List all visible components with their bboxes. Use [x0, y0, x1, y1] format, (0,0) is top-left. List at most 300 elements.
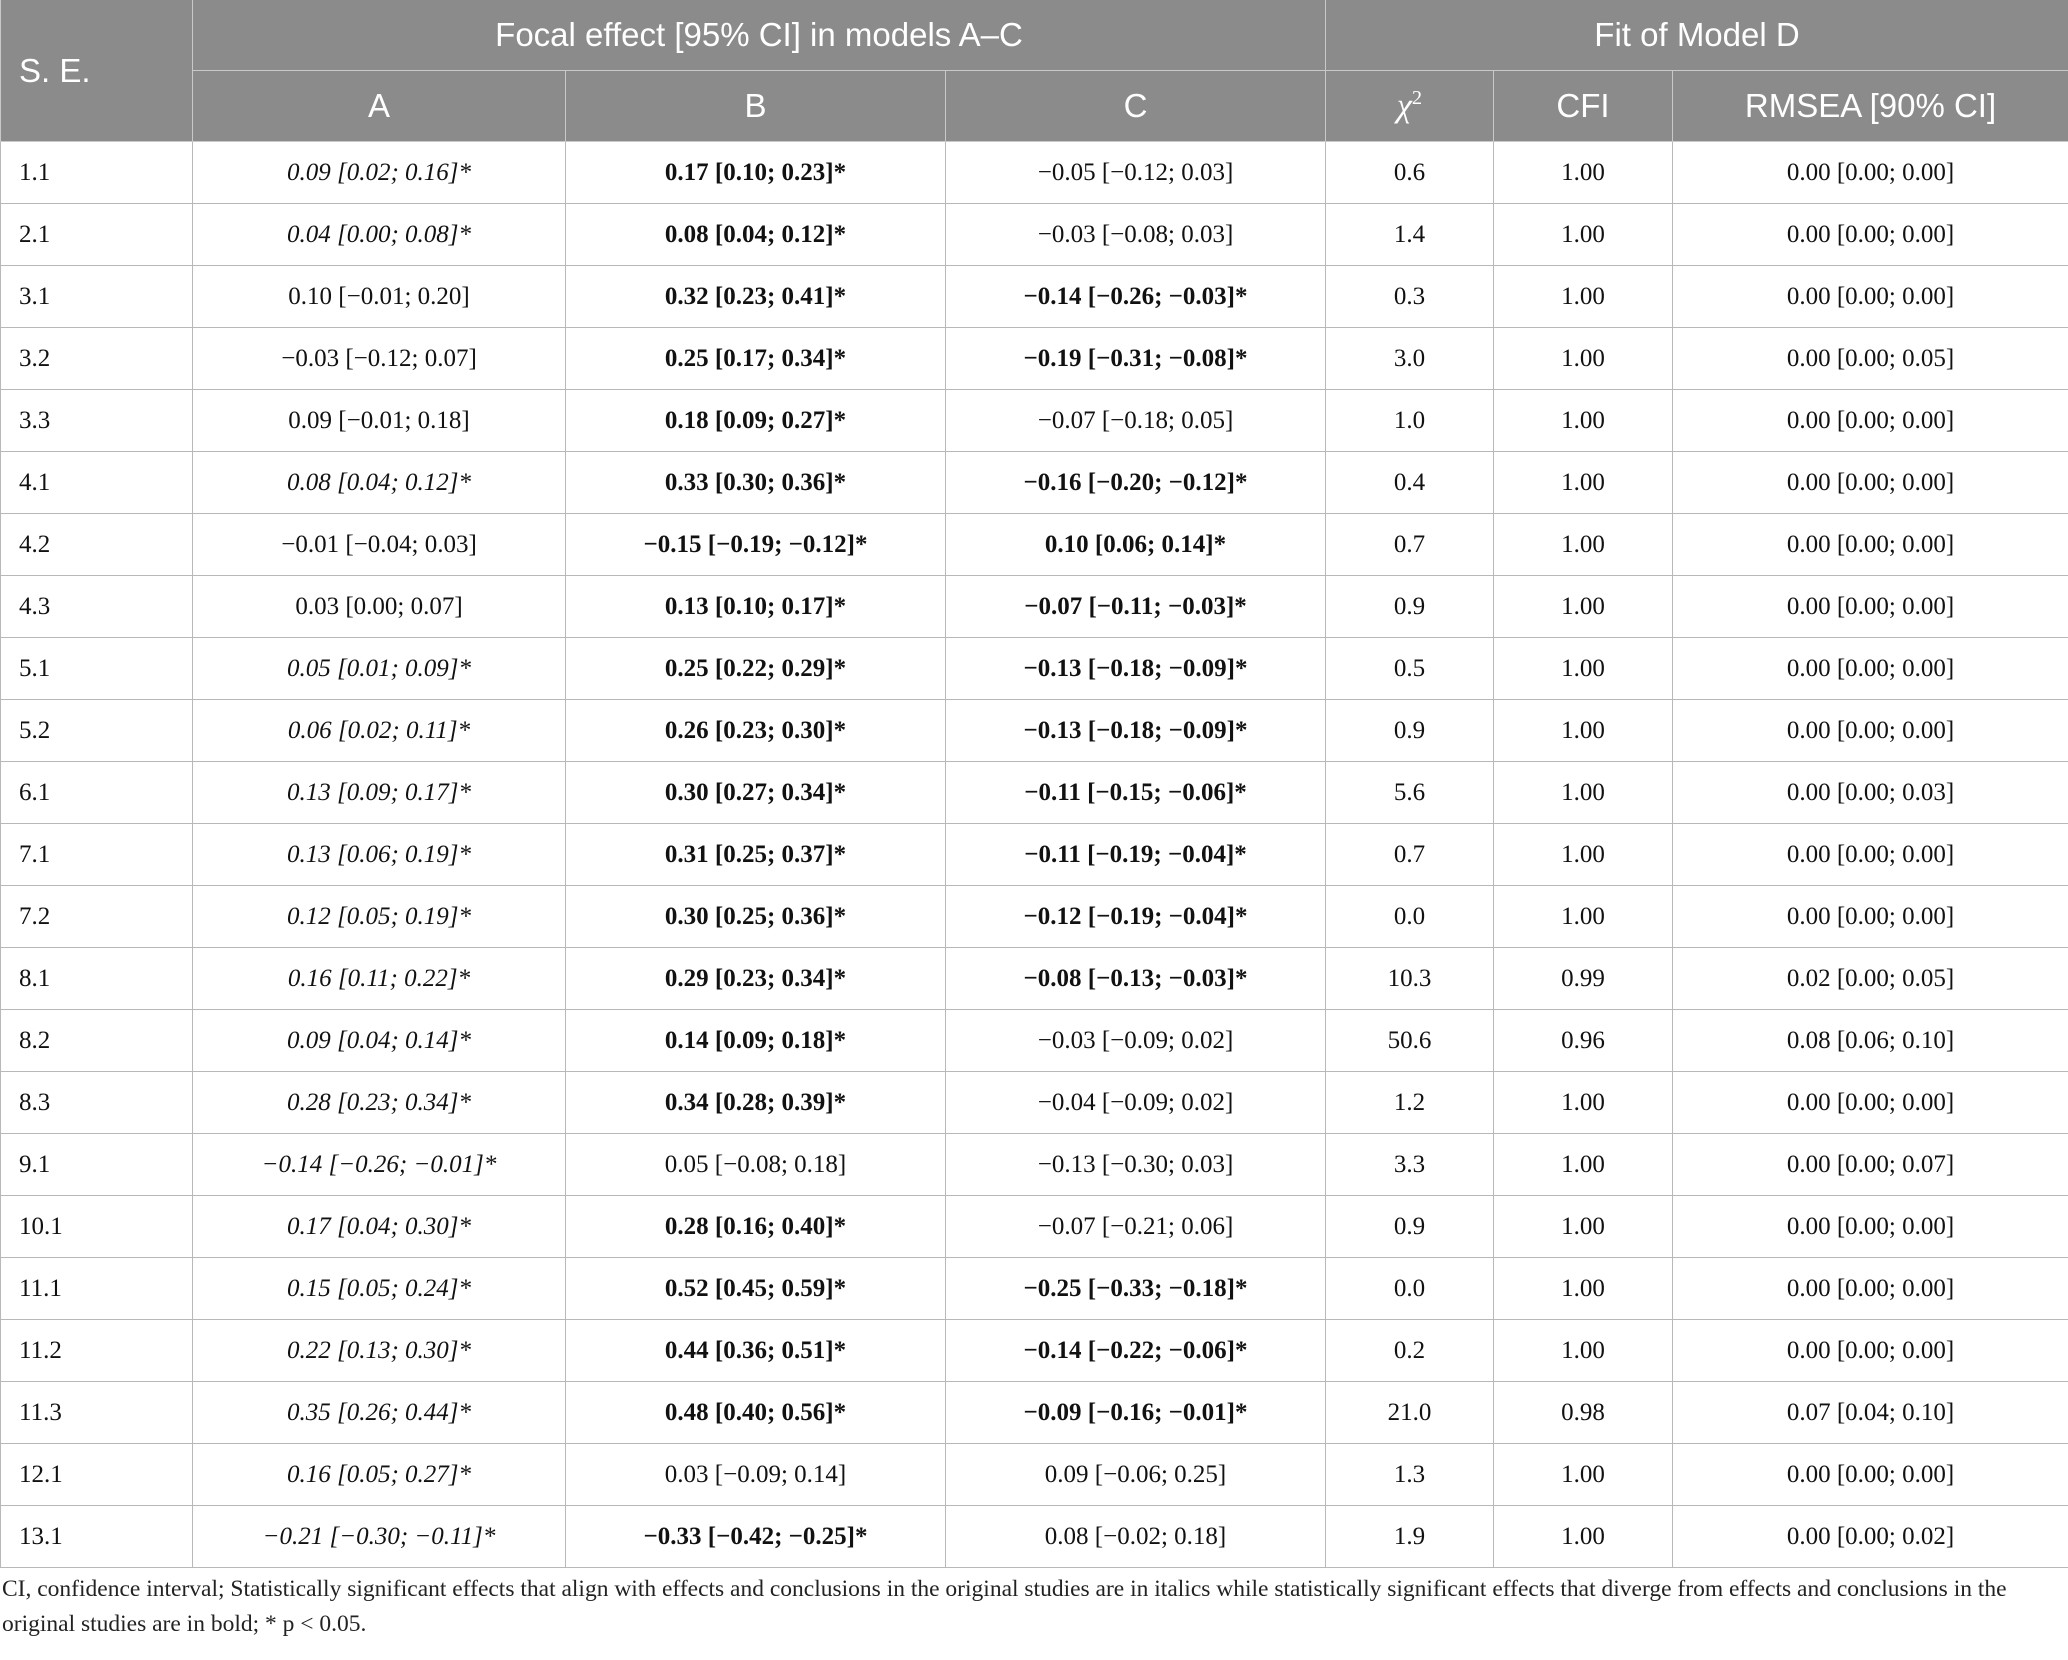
cell-model-b [566, 1444, 946, 1506]
cell-model-c-text: 0.08 [−0.02; 0.18] [1044, 1522, 1227, 1550]
cell-model-c-text: −0.11 [−0.19; −0.04]* [1024, 840, 1247, 868]
cell-cfi [1494, 328, 1673, 390]
cell-se [1, 390, 193, 452]
cell-cfi [1494, 948, 1673, 1010]
cell-chi-square-text: 0.6 [1393, 158, 1426, 186]
cell-chi-square [1326, 762, 1494, 824]
cell-model-c-text: −0.13 [−0.18; −0.09]* [1023, 654, 1248, 682]
cell-cfi [1494, 1072, 1673, 1134]
cell-se-text: 2.1 [19, 220, 51, 248]
cell-model-a [193, 266, 566, 328]
cell-chi-square [1326, 1258, 1494, 1320]
cell-model-a-text: 0.13 [0.06; 0.19]* [286, 840, 472, 868]
cell-se [1, 1010, 193, 1072]
cell-cfi-text: 1.00 [1561, 1212, 1605, 1240]
cell-chi-square [1326, 948, 1494, 1010]
cell-cfi-text: 0.96 [1561, 1026, 1605, 1054]
cell-model-a [193, 762, 566, 824]
cell-cfi-text: 1.00 [1561, 902, 1605, 930]
cell-chi-square [1326, 1506, 1494, 1568]
cell-rmsea-text: 0.00 [0.00; 0.00] [1786, 1460, 1955, 1488]
cell-model-a [193, 328, 566, 390]
table-row [1, 886, 2068, 948]
cell-se [1, 886, 193, 948]
cell-rmsea [1673, 1258, 2068, 1320]
cell-model-c-text: −0.09 [−0.16; −0.01]* [1023, 1398, 1248, 1426]
cell-model-b [566, 1320, 946, 1382]
cell-model-c [946, 1444, 1326, 1506]
cell-chi-square-text: 3.3 [1393, 1150, 1426, 1178]
cell-model-b [566, 1010, 946, 1072]
cell-cfi-text: 1.00 [1561, 716, 1605, 744]
cell-se-text: 5.1 [19, 654, 51, 682]
cell-model-b [566, 576, 946, 638]
cell-se [1, 948, 193, 1010]
cell-model-b-text: 0.34 [0.28; 0.39]* [664, 1088, 847, 1116]
cell-model-a [193, 452, 566, 514]
cell-chi-square [1326, 328, 1494, 390]
cell-se [1, 1506, 193, 1568]
cell-chi-square-text: 0.9 [1393, 1212, 1426, 1240]
cell-rmsea [1673, 824, 2068, 886]
cell-cfi-text: 1.00 [1561, 840, 1605, 868]
cell-model-a [193, 1320, 566, 1382]
cell-model-b [566, 1382, 946, 1444]
cell-se-text: 13.1 [19, 1522, 63, 1550]
cell-chi-square-text: 0.9 [1393, 716, 1426, 744]
cell-rmsea [1673, 1506, 2068, 1568]
cell-se [1, 1134, 193, 1196]
cell-rmsea [1673, 514, 2068, 576]
cell-rmsea [1673, 886, 2068, 948]
cell-model-b [566, 886, 946, 948]
cell-model-a-text: 0.09 [0.02; 0.16]* [286, 158, 472, 186]
cell-cfi-text: 1.00 [1561, 1522, 1605, 1550]
cell-model-c [946, 1196, 1326, 1258]
cell-chi-square [1326, 700, 1494, 762]
table-footnote: CI, confidence interval; Statistically significant effects that align with effects and conclusions in the original studies are in italics while statistically significant effects that diverge from effects and conclusions in the original studies are in bold; * p < 0.05. [2, 1576, 2007, 1637]
table-row [1, 1010, 2068, 1072]
cell-model-a-text: 0.16 [0.11; 0.22]* [287, 964, 471, 992]
cell-model-c [946, 1072, 1326, 1134]
cell-model-c-text: −0.07 [−0.18; 0.05] [1037, 406, 1234, 434]
cell-model-b-text: 0.30 [0.27; 0.34]* [664, 778, 847, 806]
cell-chi-square-text: 10.3 [1387, 964, 1432, 992]
cell-se-text: 7.1 [19, 840, 51, 868]
cell-cfi [1494, 700, 1673, 762]
cell-se [1, 1320, 193, 1382]
cell-cfi-text: 1.00 [1561, 1150, 1605, 1178]
cell-chi-square [1326, 1320, 1494, 1382]
cell-se-text: 6.1 [19, 778, 51, 806]
cell-model-a-text: −0.21 [−0.30; −0.11]* [262, 1522, 496, 1550]
cell-model-c [946, 824, 1326, 886]
cell-rmsea [1673, 1196, 2068, 1258]
cell-se-text: 11.3 [19, 1398, 62, 1426]
cell-rmsea [1673, 948, 2068, 1010]
cell-model-a-text: 0.03 [0.00; 0.07] [295, 592, 463, 620]
cell-rmsea [1673, 1320, 2068, 1382]
cell-chi-square-text: 0.7 [1393, 840, 1426, 868]
cell-model-b [566, 452, 946, 514]
cell-chi-square-text: 50.6 [1387, 1026, 1432, 1054]
cell-model-c-text: −0.03 [−0.09; 0.02] [1037, 1026, 1234, 1054]
cell-rmsea [1673, 762, 2068, 824]
cell-se-text: 8.3 [19, 1088, 51, 1116]
cell-chi-square-text: 0.0 [1393, 1274, 1426, 1302]
chi-superscript: 2 [1411, 86, 1423, 109]
cell-model-c-text: −0.13 [−0.18; −0.09]* [1023, 716, 1248, 744]
cell-model-b-text: 0.25 [0.22; 0.29]* [664, 654, 847, 682]
cell-model-c [946, 1320, 1326, 1382]
cell-chi-square-text: 0.3 [1393, 282, 1426, 310]
cell-model-c [946, 638, 1326, 700]
cell-model-a [193, 1506, 566, 1568]
table-row [1, 328, 2068, 390]
cell-model-b-text: 0.13 [0.10; 0.17]* [664, 592, 847, 620]
cell-model-c-text: −0.12 [−0.19; −0.04]* [1023, 902, 1248, 930]
cell-model-c [946, 948, 1326, 1010]
cell-model-b [566, 204, 946, 266]
cell-rmsea-text: 0.00 [0.00; 0.00] [1786, 654, 1955, 682]
cell-se [1, 700, 193, 762]
cell-se-text: 10.1 [19, 1212, 63, 1240]
cell-cfi [1494, 1444, 1673, 1506]
table-row [1, 1258, 2068, 1320]
cell-model-b-text: 0.26 [0.23; 0.30]* [664, 716, 847, 744]
cell-model-a [193, 1072, 566, 1134]
cell-cfi-text: 1.00 [1561, 1336, 1605, 1364]
cell-cfi-text: 1.00 [1561, 468, 1605, 496]
cell-model-a-text: 0.10 [−0.01; 0.20] [288, 282, 470, 310]
cell-model-a-text: 0.35 [0.26; 0.44]* [286, 1398, 472, 1426]
cell-model-b-text: −0.15 [−0.19; −0.12]* [643, 530, 868, 558]
cell-model-c-text: −0.11 [−0.15; −0.06]* [1024, 778, 1247, 806]
cell-chi-square-text: 0.7 [1393, 530, 1426, 558]
cell-cfi [1494, 204, 1673, 266]
cell-cfi [1494, 1134, 1673, 1196]
cell-cfi [1494, 1320, 1673, 1382]
cell-model-c [946, 576, 1326, 638]
cell-se-text: 8.1 [19, 964, 51, 992]
cell-model-c-text: −0.05 [−0.12; 0.03] [1037, 158, 1234, 186]
cell-rmsea-text: 0.00 [0.00; 0.07] [1786, 1150, 1955, 1178]
cell-model-b-text: 0.28 [0.16; 0.40]* [664, 1212, 847, 1240]
cell-cfi [1494, 514, 1673, 576]
cell-model-a [193, 204, 566, 266]
table-row [1, 452, 2068, 514]
cell-chi-square [1326, 452, 1494, 514]
cell-model-b-text: 0.03 [−0.09; 0.14] [664, 1460, 847, 1488]
cell-cfi-text: 1.00 [1561, 1460, 1605, 1488]
cell-se-text: 12.1 [19, 1460, 63, 1488]
cell-model-c [946, 762, 1326, 824]
cell-cfi-text: 1.00 [1561, 158, 1605, 186]
cell-model-a-text: 0.12 [0.05; 0.19]* [286, 902, 472, 930]
cell-model-a-text: −0.03 [−0.12; 0.07] [281, 344, 477, 372]
cell-se-text: 3.1 [19, 282, 51, 310]
cell-chi-square [1326, 1010, 1494, 1072]
table-row [1, 204, 2068, 266]
table-row [1, 266, 2068, 328]
table-row [1, 1134, 2068, 1196]
cell-model-b-text: 0.18 [0.09; 0.27]* [664, 406, 847, 434]
cell-rmsea-text: 0.07 [0.04; 0.10] [1786, 1398, 1955, 1426]
cell-model-c [946, 328, 1326, 390]
cell-se [1, 1072, 193, 1134]
cell-model-b [566, 1072, 946, 1134]
cell-model-a-text: 0.09 [−0.01; 0.18] [288, 406, 470, 434]
cell-model-b-text: 0.44 [0.36; 0.51]* [664, 1336, 847, 1364]
cell-model-c [946, 514, 1326, 576]
cell-model-a [193, 824, 566, 886]
cell-se [1, 1258, 193, 1320]
cell-model-a [193, 948, 566, 1010]
table-header [1, 0, 2068, 142]
cell-cfi-text: 1.00 [1561, 1088, 1605, 1116]
cell-chi-square [1326, 638, 1494, 700]
cell-model-a-text: 0.17 [0.04; 0.30]* [286, 1212, 472, 1240]
cell-cfi [1494, 1258, 1673, 1320]
cell-cfi [1494, 452, 1673, 514]
header-fit-group: Fit of Model D [1326, 0, 2068, 71]
cell-se [1, 328, 193, 390]
cell-model-a-text: −0.01 [−0.04; 0.03] [281, 530, 477, 558]
header-col-b: B [566, 71, 946, 142]
cell-cfi-text: 1.00 [1561, 530, 1605, 558]
cell-model-c [946, 452, 1326, 514]
cell-cfi [1494, 266, 1673, 328]
table-row [1, 700, 2068, 762]
cell-model-a [193, 1444, 566, 1506]
cell-model-a-text: 0.28 [0.23; 0.34]* [286, 1088, 472, 1116]
table-row [1, 514, 2068, 576]
cell-rmsea [1673, 390, 2068, 452]
cell-chi-square [1326, 204, 1494, 266]
cell-rmsea-text: 0.00 [0.00; 0.00] [1786, 716, 1955, 744]
cell-model-a-text: 0.05 [0.01; 0.09]* [286, 654, 472, 682]
cell-model-b-text: 0.52 [0.45; 0.59]* [664, 1274, 847, 1302]
cell-rmsea [1673, 1010, 2068, 1072]
cell-model-c [946, 266, 1326, 328]
cell-model-a-text: 0.15 [0.05; 0.24]* [286, 1274, 472, 1302]
cell-model-c-text: −0.25 [−0.33; −0.18]* [1023, 1274, 1248, 1302]
cell-chi-square-text: 1.4 [1393, 220, 1426, 248]
cell-model-b [566, 948, 946, 1010]
cell-se [1, 452, 193, 514]
cell-se-text: 7.2 [19, 902, 51, 930]
cell-model-a [193, 1134, 566, 1196]
header-se: S. E. [1, 0, 193, 142]
table-row [1, 1196, 2068, 1258]
cell-model-c [946, 204, 1326, 266]
cell-model-b-text: 0.05 [−0.08; 0.18] [664, 1150, 847, 1178]
cell-se-text: 11.1 [19, 1274, 62, 1302]
cell-model-c [946, 1506, 1326, 1568]
table-row [1, 390, 2068, 452]
cell-rmsea [1673, 204, 2068, 266]
cell-se-text: 11.2 [19, 1336, 62, 1364]
cell-rmsea-text: 0.08 [0.06; 0.10] [1786, 1026, 1955, 1054]
cell-chi-square [1326, 1444, 1494, 1506]
cell-cfi [1494, 1010, 1673, 1072]
cell-cfi [1494, 886, 1673, 948]
cell-model-a-text: 0.22 [0.13; 0.30]* [286, 1336, 472, 1364]
cell-model-c [946, 700, 1326, 762]
cell-chi-square-text: 0.2 [1393, 1336, 1426, 1364]
cell-model-c-text: −0.13 [−0.30; 0.03] [1037, 1150, 1234, 1178]
cell-rmsea-text: 0.00 [0.00; 0.00] [1786, 406, 1955, 434]
cell-se-text: 4.2 [19, 530, 51, 558]
cell-chi-square [1326, 576, 1494, 638]
cell-rmsea-text: 0.00 [0.00; 0.00] [1786, 530, 1955, 558]
cell-model-a [193, 1196, 566, 1258]
cell-model-c [946, 1134, 1326, 1196]
table-row [1, 638, 2068, 700]
chi-symbol: χ [1396, 87, 1412, 125]
cell-chi-square-text: 0.9 [1393, 592, 1426, 620]
cell-model-c-text: −0.14 [−0.26; −0.03]* [1023, 282, 1248, 310]
cell-model-c-text: −0.07 [−0.21; 0.06] [1037, 1212, 1234, 1240]
cell-rmsea-text: 0.02 [0.00; 0.05] [1786, 964, 1955, 992]
cell-model-a [193, 1258, 566, 1320]
cell-model-a [193, 638, 566, 700]
cell-cfi-text: 0.99 [1561, 964, 1605, 992]
table-row [1, 1072, 2068, 1134]
cell-cfi-text: 1.00 [1561, 1274, 1605, 1302]
cell-model-c [946, 142, 1326, 204]
cell-chi-square-text: 0.4 [1393, 468, 1426, 496]
cell-model-a-text: 0.09 [0.04; 0.14]* [286, 1026, 472, 1054]
cell-model-a [193, 576, 566, 638]
cell-model-c [946, 886, 1326, 948]
cell-rmsea [1673, 328, 2068, 390]
cell-model-c-text: −0.08 [−0.13; −0.03]* [1023, 964, 1248, 992]
cell-model-b [566, 700, 946, 762]
cell-cfi [1494, 638, 1673, 700]
cell-se [1, 576, 193, 638]
cell-model-c-text: −0.14 [−0.22; −0.06]* [1023, 1336, 1248, 1364]
cell-chi-square [1326, 886, 1494, 948]
cell-model-c-text: −0.04 [−0.09; 0.02] [1037, 1088, 1234, 1116]
cell-chi-square-text: 1.0 [1393, 406, 1426, 434]
cell-model-c-text: −0.16 [−0.20; −0.12]* [1023, 468, 1248, 496]
cell-model-c [946, 1258, 1326, 1320]
table-body [1, 142, 2068, 1568]
cell-chi-square [1326, 824, 1494, 886]
cell-rmsea-text: 0.00 [0.00; 0.00] [1786, 1274, 1955, 1302]
cell-cfi-text: 1.00 [1561, 344, 1605, 372]
cell-chi-square [1326, 1134, 1494, 1196]
cell-model-a-text: 0.16 [0.05; 0.27]* [286, 1460, 472, 1488]
cell-model-b [566, 1258, 946, 1320]
cell-chi-square-text: 0.0 [1393, 902, 1426, 930]
cell-rmsea-text: 0.00 [0.00; 0.00] [1786, 840, 1955, 868]
cell-model-a [193, 514, 566, 576]
table-row [1, 1444, 2068, 1506]
cell-rmsea-text: 0.00 [0.00; 0.00] [1786, 902, 1955, 930]
cell-se-text: 4.3 [19, 592, 51, 620]
cell-model-a-text: 0.04 [0.00; 0.08]* [286, 220, 472, 248]
cell-rmsea-text: 0.00 [0.00; 0.00] [1786, 1212, 1955, 1240]
cell-cfi-text: 0.98 [1561, 1398, 1605, 1426]
cell-rmsea-text: 0.00 [0.00; 0.03] [1786, 778, 1955, 806]
cell-chi-square-text: 3.0 [1393, 344, 1426, 372]
cell-model-b-text: 0.48 [0.40; 0.56]* [664, 1398, 847, 1426]
cell-model-b [566, 762, 946, 824]
cell-rmsea [1673, 1382, 2068, 1444]
cell-model-c-text: −0.19 [−0.31; −0.08]* [1023, 344, 1248, 372]
cell-se [1, 1444, 193, 1506]
cell-se-text: 9.1 [19, 1150, 51, 1178]
cell-rmsea [1673, 700, 2068, 762]
cell-rmsea [1673, 142, 2068, 204]
cell-rmsea-text: 0.00 [0.00; 0.02] [1786, 1522, 1955, 1550]
cell-model-a [193, 1010, 566, 1072]
cell-se-text: 4.1 [19, 468, 51, 496]
cell-model-b [566, 638, 946, 700]
cell-chi-square-text: 1.2 [1393, 1088, 1426, 1116]
cell-se-text: 5.2 [19, 716, 51, 744]
cell-model-b [566, 390, 946, 452]
cell-model-a-text: 0.06 [0.02; 0.11]* [287, 716, 471, 744]
table-row [1, 948, 2068, 1010]
cell-model-b-text: 0.08 [0.04; 0.12]* [664, 220, 847, 248]
table-row [1, 1382, 2068, 1444]
cell-chi-square-text: 0.5 [1393, 654, 1426, 682]
cell-model-b-text: 0.33 [0.30; 0.36]* [664, 468, 847, 496]
cell-rmsea [1673, 576, 2068, 638]
cell-chi-square [1326, 514, 1494, 576]
cell-rmsea-text: 0.00 [0.00; 0.00] [1786, 1088, 1955, 1116]
cell-se [1, 824, 193, 886]
cell-cfi [1494, 390, 1673, 452]
cell-model-b-text: −0.33 [−0.42; −0.25]* [643, 1522, 868, 1550]
cell-cfi-text: 1.00 [1561, 592, 1605, 620]
cell-model-c [946, 1382, 1326, 1444]
cell-model-c-text: −0.03 [−0.08; 0.03] [1037, 220, 1234, 248]
cell-se [1, 762, 193, 824]
cell-model-b-text: 0.25 [0.17; 0.34]* [664, 344, 847, 372]
cell-rmsea-text: 0.00 [0.00; 0.00] [1786, 158, 1955, 186]
cell-cfi-text: 1.00 [1561, 406, 1605, 434]
cell-cfi-text: 1.00 [1561, 282, 1605, 310]
cell-rmsea-text: 0.00 [0.00; 0.00] [1786, 220, 1955, 248]
cell-model-a [193, 390, 566, 452]
header-col-cfi: CFI [1494, 71, 1673, 142]
cell-model-b-text: 0.29 [0.23; 0.34]* [664, 964, 847, 992]
cell-cfi [1494, 576, 1673, 638]
cell-rmsea [1673, 1134, 2068, 1196]
cell-model-b [566, 328, 946, 390]
cell-se-text: 3.2 [19, 344, 51, 372]
table-row [1, 576, 2068, 638]
cell-model-b [566, 1506, 946, 1568]
cell-se-text: 3.3 [19, 406, 51, 434]
table-row [1, 824, 2068, 886]
cell-rmsea [1673, 452, 2068, 514]
cell-model-a-text: 0.13 [0.09; 0.17]* [286, 778, 472, 806]
cell-chi-square [1326, 1382, 1494, 1444]
cell-model-b-text: 0.31 [0.25; 0.37]* [664, 840, 847, 868]
table-row [1, 1506, 2068, 1568]
cell-se [1, 204, 193, 266]
cell-se [1, 638, 193, 700]
cell-rmsea-text: 0.00 [0.00; 0.00] [1786, 592, 1955, 620]
cell-cfi [1494, 1196, 1673, 1258]
header-col-chi-square [1326, 71, 1494, 142]
cell-model-a-text: −0.14 [−0.26; −0.01]* [261, 1150, 497, 1178]
